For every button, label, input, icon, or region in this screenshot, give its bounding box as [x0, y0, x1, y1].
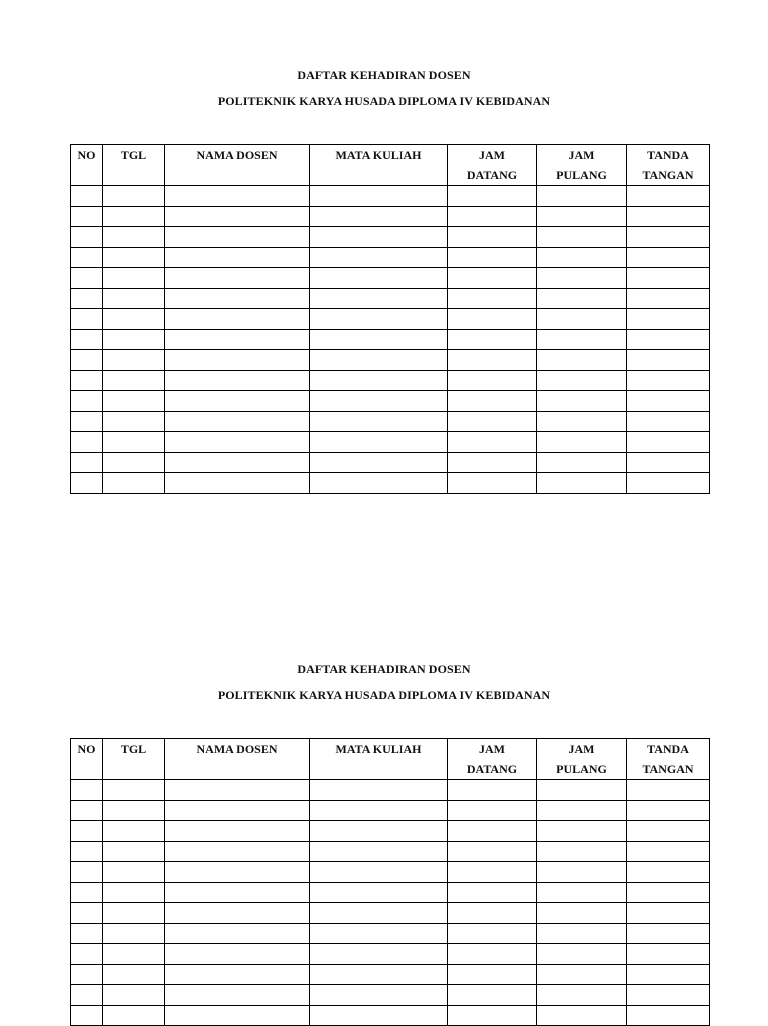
header-no: NO — [71, 739, 103, 780]
table-cell — [165, 1005, 310, 1026]
table-cell — [103, 452, 165, 473]
table-row — [71, 841, 710, 862]
table-header-row — [71, 739, 710, 780]
table-cell — [627, 1005, 710, 1026]
table-cell — [448, 247, 537, 268]
table-cell — [165, 821, 310, 842]
table-cell — [310, 903, 448, 924]
table-cell — [71, 391, 103, 412]
table-cell — [537, 227, 627, 248]
table-row — [71, 985, 710, 1006]
table-cell — [537, 411, 627, 432]
table-cell — [448, 923, 537, 944]
table-row — [71, 350, 710, 371]
table-cell — [537, 309, 627, 330]
table-row — [71, 186, 710, 207]
table-cell — [627, 821, 710, 842]
table-cell — [103, 985, 165, 1006]
header-tgl: TGL — [103, 145, 165, 186]
table-cell — [310, 800, 448, 821]
table-cell — [103, 227, 165, 248]
table-cell — [71, 329, 103, 350]
table-cell — [165, 964, 310, 985]
table-cell — [310, 370, 448, 391]
table-header-row — [71, 145, 710, 186]
table-row — [71, 329, 710, 350]
table-cell — [448, 186, 537, 207]
table-cell — [103, 923, 165, 944]
table-cell — [448, 780, 537, 801]
table-row — [71, 780, 710, 801]
table-cell — [537, 473, 627, 494]
table-row — [71, 882, 710, 903]
header-nama-dosen: NAMA DOSEN — [165, 739, 310, 780]
table-cell — [448, 862, 537, 883]
table-row — [71, 923, 710, 944]
table-row — [71, 862, 710, 883]
table-cell — [310, 964, 448, 985]
table-row — [71, 370, 710, 391]
table-cell — [627, 841, 710, 862]
table-cell — [71, 882, 103, 903]
table-cell — [103, 309, 165, 330]
table-cell — [448, 309, 537, 330]
table-cell — [448, 882, 537, 903]
table-cell — [71, 206, 103, 227]
table-cell — [71, 370, 103, 391]
table-cell — [627, 944, 710, 965]
table-cell — [448, 800, 537, 821]
table-cell — [448, 985, 537, 1006]
table-cell — [165, 780, 310, 801]
table-cell — [310, 473, 448, 494]
table-cell — [165, 923, 310, 944]
table-cell — [310, 268, 448, 289]
form-subtitle: POLITEKNIK KARYA HUSADA DIPLOMA IV KEBIDANAN — [217, 94, 551, 108]
header-no: NO — [71, 145, 103, 186]
table-cell — [627, 268, 710, 289]
table-cell — [537, 268, 627, 289]
table-cell — [103, 329, 165, 350]
table-cell — [310, 923, 448, 944]
table-cell — [165, 841, 310, 862]
table-row — [71, 473, 710, 494]
table-cell — [627, 350, 710, 371]
header-tanda-tangan: TANDA TANGAN — [627, 739, 710, 780]
table-cell — [448, 964, 537, 985]
table-cell — [448, 288, 537, 309]
table-cell — [627, 882, 710, 903]
form-title: DAFTAR KEHADIRAN DOSEN — [297, 662, 471, 676]
table-cell — [448, 391, 537, 412]
table-cell — [71, 821, 103, 842]
table-cell — [71, 432, 103, 453]
table-cell — [448, 411, 537, 432]
table-cell — [165, 186, 310, 207]
table-cell — [310, 985, 448, 1006]
header-tgl: TGL — [103, 739, 165, 780]
table-cell — [448, 350, 537, 371]
table-cell — [71, 288, 103, 309]
table-cell — [627, 186, 710, 207]
table-row — [71, 206, 710, 227]
table-cell — [537, 329, 627, 350]
table-cell — [103, 903, 165, 924]
table-cell — [627, 780, 710, 801]
table-row — [71, 268, 710, 289]
table-row — [71, 903, 710, 924]
table-cell — [103, 882, 165, 903]
header-mata-kuliah: MATA KULIAH — [310, 145, 448, 186]
table-cell — [103, 432, 165, 453]
table-row — [71, 964, 710, 985]
header-mata-kuliah: MATA KULIAH — [310, 739, 448, 780]
table-cell — [448, 206, 537, 227]
table-row — [71, 227, 710, 248]
header-jam-pulang: JAM PULANG — [537, 739, 627, 780]
table-cell — [165, 370, 310, 391]
table-cell — [103, 1005, 165, 1026]
table-cell — [448, 944, 537, 965]
table-cell — [537, 247, 627, 268]
table-cell — [310, 821, 448, 842]
table-cell — [165, 288, 310, 309]
table-row — [71, 247, 710, 268]
table-cell — [448, 821, 537, 842]
table-cell — [165, 862, 310, 883]
table-cell — [627, 985, 710, 1006]
table-cell — [627, 903, 710, 924]
table-row — [71, 800, 710, 821]
table-cell — [627, 432, 710, 453]
table-cell — [627, 923, 710, 944]
table-cell — [103, 473, 165, 494]
table-cell — [627, 370, 710, 391]
table-cell — [537, 903, 627, 924]
table-body — [71, 186, 710, 494]
table-row — [71, 391, 710, 412]
table-cell — [71, 473, 103, 494]
table-cell — [103, 780, 165, 801]
table-cell — [71, 1005, 103, 1026]
table-cell — [103, 370, 165, 391]
table-cell — [71, 800, 103, 821]
table-cell — [448, 268, 537, 289]
table-row — [71, 309, 710, 330]
table-cell — [103, 268, 165, 289]
table-cell — [103, 206, 165, 227]
header-nama-dosen: NAMA DOSEN — [165, 145, 310, 186]
table-cell — [71, 903, 103, 924]
table-cell — [537, 391, 627, 412]
table-cell — [310, 780, 448, 801]
table-cell — [537, 432, 627, 453]
table-cell — [627, 309, 710, 330]
table-cell — [537, 944, 627, 965]
table-cell — [165, 268, 310, 289]
table-row — [71, 1005, 710, 1026]
table-cell — [71, 452, 103, 473]
table-cell — [448, 473, 537, 494]
table-cell — [103, 247, 165, 268]
table-cell — [537, 350, 627, 371]
table-cell — [71, 780, 103, 801]
table-cell — [103, 862, 165, 883]
table-cell — [537, 985, 627, 1006]
table-cell — [627, 964, 710, 985]
table-cell — [165, 247, 310, 268]
table-cell — [627, 206, 710, 227]
table-cell — [310, 1005, 448, 1026]
table-cell — [627, 862, 710, 883]
table-cell — [310, 247, 448, 268]
table-cell — [310, 227, 448, 248]
table-body — [71, 780, 710, 1026]
table-cell — [537, 821, 627, 842]
header-tanda-tangan: TANDA TANGAN — [627, 145, 710, 186]
table-cell — [537, 452, 627, 473]
table-cell — [71, 247, 103, 268]
table-cell — [627, 411, 710, 432]
header-jam-datang: JAM DATANG — [448, 739, 537, 780]
table-cell — [310, 452, 448, 473]
table-row — [71, 288, 710, 309]
table-cell — [103, 411, 165, 432]
table-cell — [627, 329, 710, 350]
table-cell — [165, 350, 310, 371]
table-cell — [71, 411, 103, 432]
table-cell — [537, 841, 627, 862]
table-cell — [537, 186, 627, 207]
table-cell — [537, 882, 627, 903]
table-cell — [448, 432, 537, 453]
table-cell — [165, 903, 310, 924]
table-cell — [310, 432, 448, 453]
table-cell — [310, 391, 448, 412]
table-cell — [448, 329, 537, 350]
attendance-table — [70, 738, 710, 1026]
table-cell — [165, 473, 310, 494]
table-cell — [71, 227, 103, 248]
table-cell — [310, 944, 448, 965]
table-cell — [103, 841, 165, 862]
table-cell — [537, 964, 627, 985]
table-cell — [103, 391, 165, 412]
table-cell — [537, 370, 627, 391]
table-cell — [310, 309, 448, 330]
table-cell — [165, 985, 310, 1006]
form-title: DAFTAR KEHADIRAN DOSEN — [297, 68, 471, 82]
table-cell — [71, 862, 103, 883]
table-row — [71, 944, 710, 965]
table-cell — [103, 350, 165, 371]
table-cell — [103, 821, 165, 842]
table-cell — [165, 800, 310, 821]
table-cell — [310, 186, 448, 207]
table-cell — [627, 227, 710, 248]
table-cell — [71, 923, 103, 944]
table-cell — [448, 452, 537, 473]
table-cell — [165, 432, 310, 453]
table-cell — [448, 1005, 537, 1026]
table-cell — [537, 206, 627, 227]
table-cell — [165, 882, 310, 903]
table-cell — [71, 841, 103, 862]
table-cell — [537, 800, 627, 821]
table-cell — [627, 452, 710, 473]
table-cell — [103, 186, 165, 207]
table-cell — [448, 370, 537, 391]
table-row — [71, 411, 710, 432]
table-cell — [310, 882, 448, 903]
table-cell — [537, 780, 627, 801]
table-cell — [448, 841, 537, 862]
table-cell — [537, 288, 627, 309]
table-cell — [310, 206, 448, 227]
table-cell — [627, 247, 710, 268]
table-cell — [71, 186, 103, 207]
table-cell — [165, 411, 310, 432]
table-cell — [627, 391, 710, 412]
table-cell — [310, 329, 448, 350]
table-cell — [103, 944, 165, 965]
table-cell — [103, 964, 165, 985]
table-cell — [165, 227, 310, 248]
table-cell — [537, 923, 627, 944]
table-cell — [71, 964, 103, 985]
table-cell — [310, 841, 448, 862]
table-cell — [103, 800, 165, 821]
table-row — [71, 432, 710, 453]
table-cell — [71, 309, 103, 330]
attendance-table — [70, 144, 710, 494]
table-cell — [71, 350, 103, 371]
table-cell — [310, 862, 448, 883]
table-cell — [165, 452, 310, 473]
header-jam-datang: JAM DATANG — [448, 145, 537, 186]
table-cell — [71, 268, 103, 289]
table-cell — [448, 903, 537, 924]
table-cell — [627, 473, 710, 494]
table-cell — [310, 411, 448, 432]
table-cell — [310, 288, 448, 309]
table-cell — [71, 985, 103, 1006]
table-row — [71, 821, 710, 842]
header-jam-pulang: JAM PULANG — [537, 145, 627, 186]
table-cell — [165, 944, 310, 965]
form-subtitle: POLITEKNIK KARYA HUSADA DIPLOMA IV KEBIDANAN — [217, 688, 551, 702]
table-cell — [165, 391, 310, 412]
table-cell — [165, 206, 310, 227]
table-cell — [71, 944, 103, 965]
table-cell — [537, 1005, 627, 1026]
table-cell — [310, 350, 448, 371]
table-cell — [537, 862, 627, 883]
table-cell — [448, 227, 537, 248]
table-cell — [627, 800, 710, 821]
table-cell — [103, 288, 165, 309]
table-cell — [165, 309, 310, 330]
table-row — [71, 452, 710, 473]
table-cell — [165, 329, 310, 350]
table-cell — [627, 288, 710, 309]
